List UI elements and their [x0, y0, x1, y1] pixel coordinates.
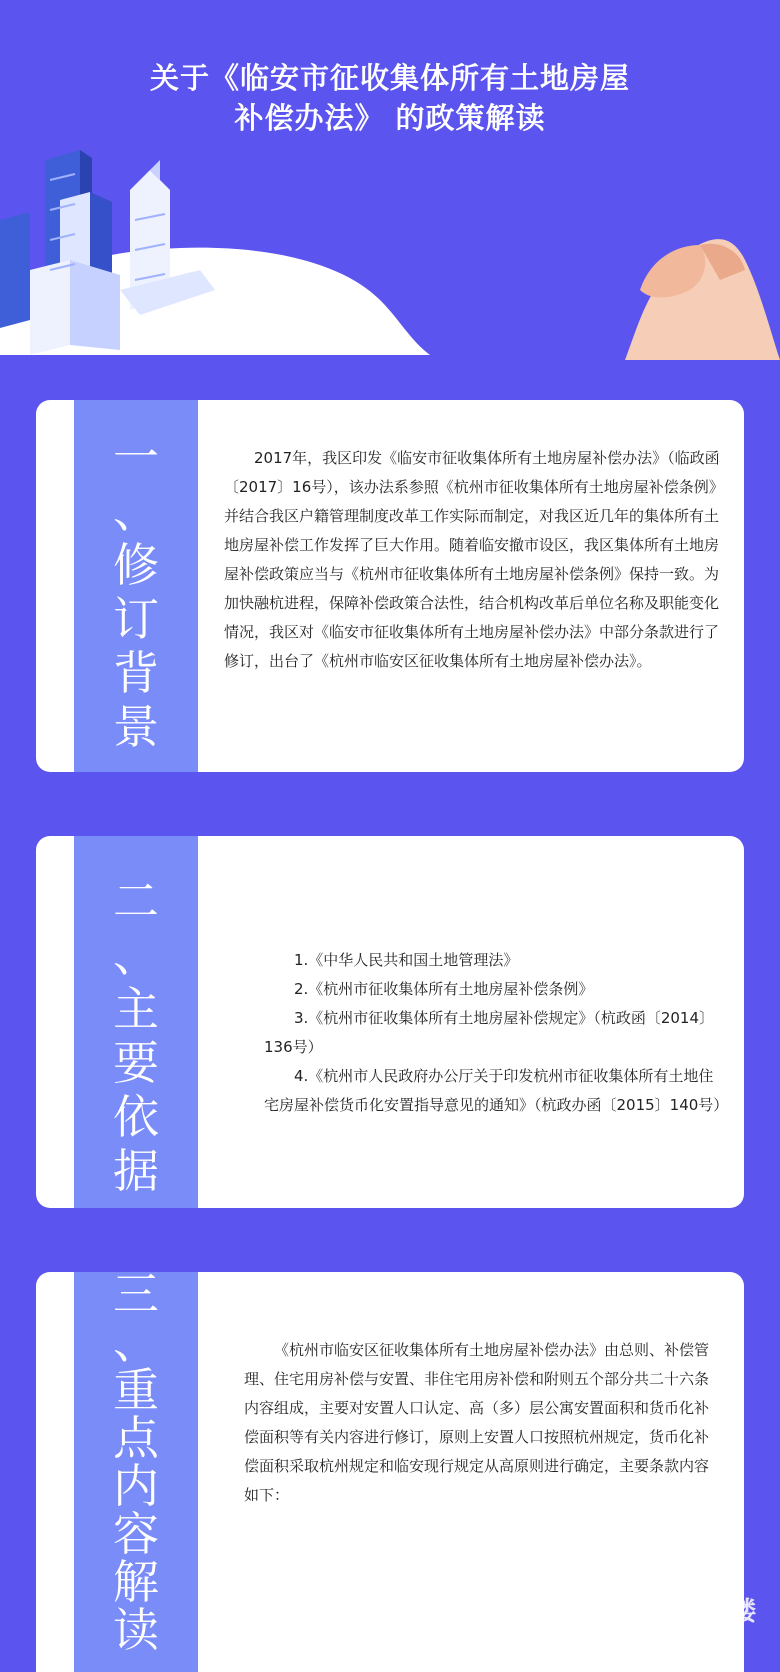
section-paragraph: 《杭州市临安区征收集体所有土地房屋补偿办法》由总则、补偿管理、住宅用房补偿与安置、非住宅用房补偿和附则五个部分共二十六条内容组成，主要对安置人口认定、高（多）层公寓安置面积和货币化补偿面积等有关内容进行修订，原则上安置人口按照杭州规定，货币化补偿面积采取杭州规定和临安现行规定从高原则进行确定，主要条款内容如下： — [244, 1341, 710, 1504]
heading-char: 依 — [113, 1090, 159, 1144]
heading-char: 一 — [113, 430, 159, 484]
section-card-background — [36, 400, 744, 772]
site-watermark-logo: 19楼 — [693, 1597, 756, 1627]
heading-char: 读 — [113, 1603, 159, 1657]
heading-char: 景 — [113, 700, 159, 754]
section-paragraph: 2017年，我区印发《临安市征收集体所有土地房屋补偿办法》（临政函〔2017〕16号），该办法系参照《杭州市征收集体所有土地房屋补偿条例》并结合我区户籍管理制度改革工作实际而制定，对我区近几年的集体所有土地房屋补偿工作发挥了巨大作用。随着临安撤市设区，我区集体所有土地房屋补偿政策应当与《杭州市征收集体所有土地房屋补偿条例》保持一致。为加快融杭进程，保障补偿政策合法性，结合机构改革后单位名称及职能变化情况，我区对《临安市征收集体所有土地房屋补偿办法》中部分条款进行了修订，出台了《杭州市临安区征收集体所有土地房屋补偿办法》。 — [224, 449, 720, 670]
section-card-basis — [36, 836, 744, 1208]
heading-char: 修 — [113, 538, 159, 592]
heading-char: 、 — [113, 1315, 159, 1369]
section-body — [264, 946, 729, 1120]
heading-char: 据 — [113, 1144, 159, 1198]
heading-char: 主 — [113, 982, 159, 1036]
heading-char: 订 — [113, 592, 159, 646]
page-title-line1: 关于《临安市征收集体所有土地房屋 — [149, 61, 630, 95]
section-heading — [74, 874, 198, 1198]
basis-list-item: 3.《杭州市征收集体所有土地房屋补偿规定》（杭政函〔2014〕136号） — [264, 1009, 714, 1056]
basis-list-item: 4.《杭州市人民政府办公厅关于印发杭州市征收集体所有土地住宅房屋补偿货币化安置指导意见的通知》（杭政办函〔2015〕140号） — [264, 1067, 729, 1114]
section-heading — [74, 1272, 198, 1657]
heading-char: 内 — [113, 1459, 159, 1513]
section-heading — [74, 430, 198, 754]
heading-char: 、 — [113, 928, 159, 982]
page-title-line2: 补偿办法》 的政策解读 — [234, 101, 546, 135]
heading-char: 解 — [113, 1555, 159, 1609]
page-title — [0, 58, 780, 138]
heading-char: 容 — [113, 1507, 159, 1561]
heading-char: 、 — [113, 484, 159, 538]
heading-char: 三 — [113, 1272, 159, 1321]
hero-illustration — [0, 150, 780, 370]
heading-char: 点 — [113, 1411, 159, 1465]
city-buildings-illustration — [0, 150, 780, 370]
section-body — [244, 1336, 714, 1510]
basis-list-item: 1.《中华人民共和国土地管理法》 — [294, 951, 519, 969]
section-body — [224, 444, 722, 676]
heading-char: 要 — [113, 1036, 159, 1090]
heading-char: 背 — [113, 646, 159, 700]
heading-char: 二 — [113, 874, 159, 928]
handshake-icon — [625, 239, 780, 360]
basis-list-item: 2.《杭州市征收集体所有土地房屋补偿条例》 — [294, 980, 594, 998]
section-card-key-content — [36, 1272, 744, 1672]
heading-char: 重 — [113, 1363, 159, 1417]
